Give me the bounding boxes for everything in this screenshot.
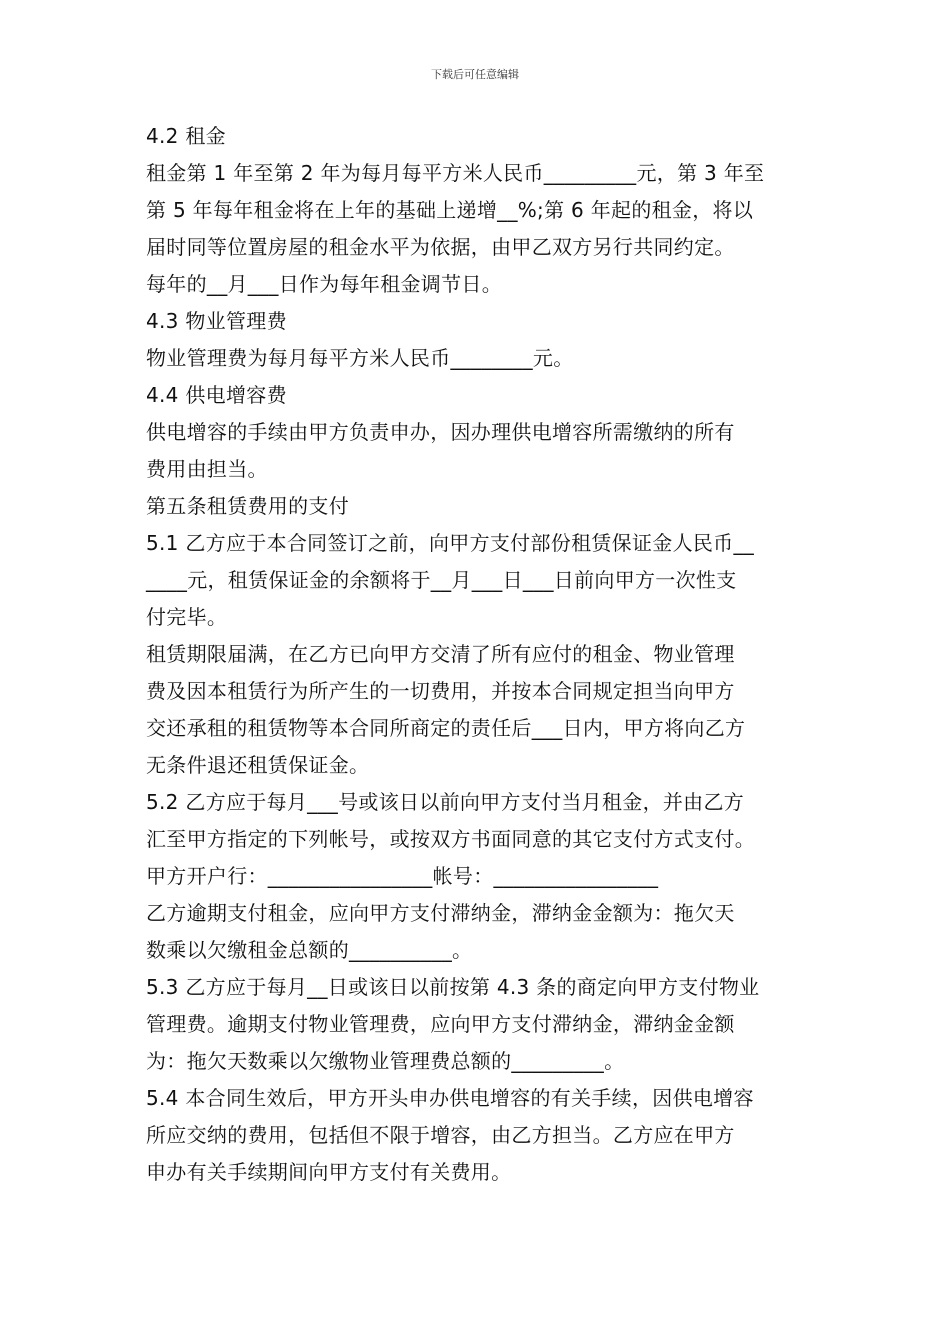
text-line: 租金第 1 年至第 2 年为每月每平方米人民币_________元，第 3 年至: [146, 161, 765, 185]
text-line: 4.2 租金: [146, 124, 226, 148]
text-line: 第五条租赁费用的支付: [146, 494, 349, 518]
document-body: [146, 118, 810, 1191]
text-line: 乙方逾期支付租金，应向甲方支付滞纳金，滞纳金金额为：拖欠天: [146, 901, 735, 925]
text-line: 4.3 物业管理费: [146, 309, 287, 333]
text-line: 届时同等位置房屋的租金水平为依据，由甲乙双方另行共同约定。: [146, 235, 735, 259]
text-line: 汇至甲方指定的下列帐号，或按双方书面同意的其它支付方式支付。: [146, 827, 755, 851]
text-line: 租赁期限届满，在乙方已向甲方交清了所有应付的租金、物业管理: [146, 642, 735, 666]
text-line: 甲方开户行：________________帐号：________________: [146, 864, 659, 888]
text-line: 每年的__月___日作为每年租金调节日。: [146, 272, 502, 296]
text-line: 交还承租的租赁物等本合同所商定的责任后___日内，甲方将向乙方: [146, 716, 746, 740]
text-line: 费用由担当。: [146, 457, 268, 481]
text-line: 所应交纳的费用，包括但不限于增容，由乙方担当。乙方应在甲方: [146, 1123, 735, 1147]
page-header: 下载后可任意编辑: [431, 68, 519, 81]
text-line: 付完毕。: [146, 605, 228, 629]
text-line: 管理费。逾期支付物业管理费，应向甲方支付滞纳金，滞纳金金额: [146, 1012, 735, 1036]
text-line: 申办有关手续期间向甲方支付有关费用。: [146, 1160, 512, 1184]
text-line: 第 5 年每年租金将在上年的基础上递增__%;第 6 年起的租金，将以: [146, 198, 754, 222]
text-line: 无条件退还租赁保证金。: [146, 753, 370, 777]
text-line: 费及因本租赁行为所产生的一切费用，并按本合同规定担当向甲方: [146, 679, 735, 703]
text-line: 供电增容的手续由甲方负责申办，因办理供电增容所需缴纳的所有: [146, 420, 735, 444]
text-line: 物业管理费为每月每平方米人民币________元。: [146, 346, 574, 370]
text-line: 5.2 乙方应于每月___号或该日以前向甲方支付当月租金，并由乙方: [146, 790, 745, 814]
text-line: 5.4 本合同生效后，甲方开头申办供电增容的有关手续，因供电增容: [146, 1086, 754, 1110]
text-line: 数乘以欠缴租金总额的__________。: [146, 938, 473, 962]
text-line: 为：拖欠天数乘以欠缴物业管理费总额的_________。: [146, 1049, 625, 1073]
text-line: ____元，租赁保证金的余额将于__月___日___日前向甲方一次性支: [146, 568, 737, 592]
text-line: 4.4 供电增容费: [146, 383, 287, 407]
text-line: 5.1 乙方应于本合同签订之前，向甲方支付部份租赁保证金人民币__: [146, 531, 755, 555]
text-line: 5.3 乙方应于每月__日或该日以前按第 4.3 条的商定向甲方支付物业: [146, 975, 760, 999]
